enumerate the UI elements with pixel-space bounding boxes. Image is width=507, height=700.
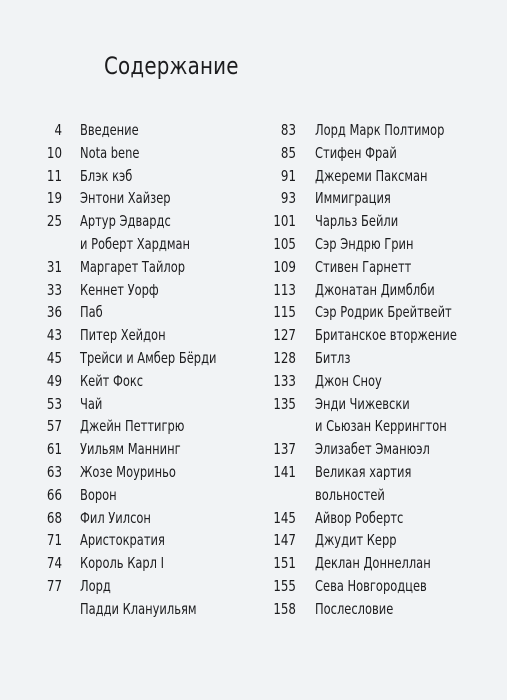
toc-page-number: 151 bbox=[273, 554, 296, 573]
toc-page-number: 158 bbox=[273, 599, 296, 618]
toc-entry-title: Джейн Петтигрю bbox=[80, 417, 185, 436]
toc-page-number: 137 bbox=[273, 440, 296, 459]
toc-entry-title: Паб bbox=[80, 303, 103, 322]
toc-page-number: 43 bbox=[46, 326, 62, 345]
toc-entry-title: Уильям Маннинг bbox=[80, 440, 181, 459]
toc-page-number: 147 bbox=[273, 531, 296, 550]
toc-entry-title: Послесловие bbox=[315, 599, 394, 618]
toc-page-number: 155 bbox=[273, 577, 296, 595]
toc-entry-title: Кеннет Уорф bbox=[80, 280, 159, 299]
toc-page-number: 19 bbox=[46, 189, 62, 208]
toc-entry-title: Введение bbox=[80, 121, 139, 139]
toc-entry-title: Артур Эдвардс bbox=[80, 212, 171, 231]
toc-page-number: 77 bbox=[46, 577, 62, 595]
toc-entry-title: Трейси и Амбер Бёрди bbox=[80, 349, 217, 367]
toc-entry-title: Сэр Эндрю Грин bbox=[315, 235, 414, 253]
toc-entry-title: Ворон bbox=[80, 485, 117, 504]
toc-entry-title: Аристократия bbox=[80, 531, 165, 550]
toc-page-number: 109 bbox=[273, 257, 296, 276]
toc-entry-title: Блэк кэб bbox=[80, 166, 133, 185]
toc-entry-title: Великая хартия bbox=[315, 463, 412, 481]
toc-page-number: 127 bbox=[273, 326, 296, 345]
toc-page-number: 145 bbox=[273, 508, 296, 527]
toc-page-number: 115 bbox=[273, 303, 296, 322]
toc-page-number: 57 bbox=[46, 417, 62, 436]
toc-page-number: 25 bbox=[46, 212, 62, 231]
toc-entry-title: Иммиграция bbox=[315, 189, 391, 208]
toc-page-number: 71 bbox=[46, 531, 62, 550]
toc-page-number: 31 bbox=[46, 257, 62, 276]
toc-entry-title: Стивен Гарнетт bbox=[315, 257, 412, 276]
toc-entry-title: Деклан Доннеллан bbox=[315, 554, 431, 573]
toc-page-number: 45 bbox=[46, 349, 62, 367]
toc-entry-title: Элизабет Эманюэл bbox=[315, 440, 430, 459]
toc-page-number: 68 bbox=[46, 508, 62, 527]
toc-page-number: 141 bbox=[273, 463, 296, 481]
toc-entry-title-continued: и Роберт Хардман bbox=[80, 234, 191, 253]
toc-entry-title: Лорд bbox=[80, 577, 111, 595]
toc-page-number: 128 bbox=[273, 349, 296, 367]
toc-entry-title: Кейт Фокс bbox=[80, 371, 144, 390]
toc-entry-title: Британское вторжение bbox=[315, 326, 457, 345]
toc-entry-title: Битлз bbox=[315, 349, 351, 367]
toc-entry-title: Маргарет Тайлор bbox=[80, 257, 186, 276]
toc-entry-title: Чай bbox=[80, 394, 103, 413]
toc-page-number: 101 bbox=[273, 212, 296, 231]
toc-page-number: 33 bbox=[46, 280, 62, 299]
toc-page-number: 4 bbox=[54, 121, 62, 139]
toc-page-number: 49 bbox=[46, 371, 62, 390]
toc-entry-title: Лорд Марк Полтимор bbox=[315, 121, 445, 139]
toc-page-number: 53 bbox=[46, 394, 62, 413]
toc-page-number: 93 bbox=[280, 189, 296, 208]
toc-entry-title-continued: вольностей bbox=[315, 485, 385, 504]
toc-page-number: 36 bbox=[46, 303, 62, 322]
toc-entry-title: Джонатан Димблби bbox=[315, 280, 435, 299]
toc-page-number: 66 bbox=[46, 485, 62, 504]
toc-entry-title: Джудит Керр bbox=[315, 531, 397, 550]
toc-page-number: 61 bbox=[46, 440, 62, 459]
toc-page-number: 135 bbox=[273, 394, 296, 413]
toc-page-number: 133 bbox=[273, 371, 296, 390]
toc-entry-title: Энди Чижевски bbox=[315, 394, 410, 413]
toc-entry-title: Стифен Фрай bbox=[315, 143, 397, 162]
toc-entry-title: Nota bene bbox=[80, 143, 140, 162]
toc-page-number: 11 bbox=[46, 166, 62, 185]
toc-entry-title: Сева Новгородцев bbox=[315, 577, 427, 595]
toc-entry-title: Сэр Родрик Брейтвейт bbox=[315, 303, 452, 322]
toc-page-number: 105 bbox=[273, 235, 296, 253]
toc-entry-title-continued: Падди Клануильям bbox=[80, 599, 197, 618]
toc-entry-title: Джон Сноу bbox=[315, 371, 382, 390]
toc-page-number: 10 bbox=[46, 143, 62, 162]
toc-page-number: 91 bbox=[280, 166, 296, 185]
toc-entry-title: Айвор Робертс bbox=[315, 508, 404, 527]
toc-entry-title: Король Карл I bbox=[80, 554, 165, 573]
toc-page-number: 74 bbox=[46, 554, 62, 573]
toc-entry-title: Энтони Хайзер bbox=[80, 189, 171, 208]
toc-entry-title: Жозе Моуриньо bbox=[80, 463, 176, 481]
toc-page-number: 63 bbox=[46, 463, 62, 481]
toc-entry-title: Фил Уилсон bbox=[80, 508, 151, 527]
toc-entry-title: Чарльз Бейли bbox=[315, 212, 399, 231]
toc-entry-title-continued: и Сьюзан Керрингтон bbox=[315, 417, 447, 436]
toc-title: Содержание bbox=[104, 52, 239, 80]
toc-page-number: 85 bbox=[280, 143, 296, 162]
toc-page-number: 83 bbox=[280, 121, 296, 139]
toc-page-number: 113 bbox=[273, 280, 296, 299]
toc-entry-title: Джереми Паксман bbox=[315, 166, 428, 185]
toc-entry-title: Питер Хейдон bbox=[80, 326, 166, 345]
